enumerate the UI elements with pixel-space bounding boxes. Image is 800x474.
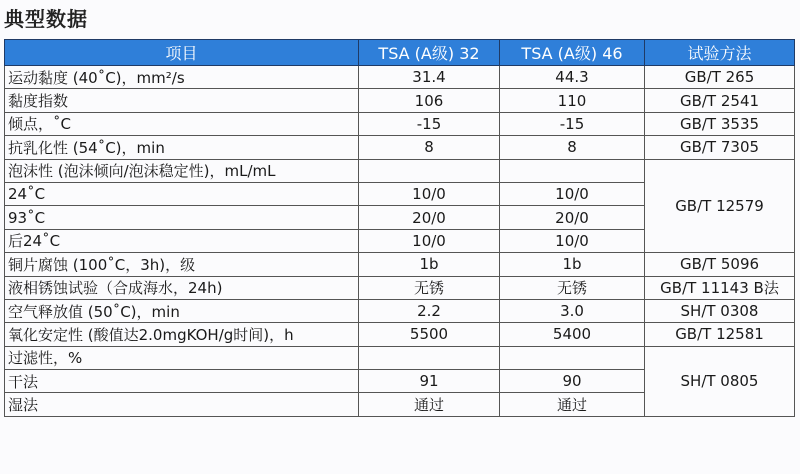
tsa32-value: 1b (359, 253, 500, 276)
item-cell: 干法 (5, 370, 359, 393)
method-cell: GB/T 7305 (645, 136, 795, 159)
tsa32-value: 8 (359, 136, 500, 159)
item-cell: 黏度指数 (5, 89, 359, 112)
tsa32-value: 31.4 (359, 66, 500, 89)
method-cell: GB/T 3535 (645, 112, 795, 135)
tsa46-value: 3.0 (500, 299, 645, 322)
tsa32-value: 91 (359, 370, 500, 393)
tsa46-value: 5400 (500, 323, 645, 346)
item-cell: 氧化安定性 (酸值达2.0mgKOH/g时间)，h (5, 323, 359, 346)
method-cell: GB/T 12581 (645, 323, 795, 346)
table-row (5, 66, 795, 89)
tsa46-value: 通过 (500, 393, 645, 416)
tsa46-value: 20/0 (500, 206, 645, 229)
tsa46-value: -15 (500, 112, 645, 135)
table-row (5, 89, 795, 112)
item-cell: 运动黏度 (40˚C)，mm²/s (5, 66, 359, 89)
tsa46-value (500, 159, 645, 182)
header-test-method: 试验方法 (645, 40, 795, 66)
item-cell: 铜片腐蚀 (100˚C，3h)，级 (5, 253, 359, 276)
method-cell: GB/T 11143 B法 (645, 276, 795, 299)
item-cell: 后24˚C (5, 229, 359, 252)
item-cell: 93˚C (5, 206, 359, 229)
item-cell: 倾点，˚C (5, 112, 359, 135)
table-row (5, 323, 795, 346)
tsa32-value (359, 159, 500, 182)
tsa32-value: -15 (359, 112, 500, 135)
tsa46-value: 10/0 (500, 182, 645, 205)
header-tsa32: TSA (A级) 32 (359, 40, 500, 66)
table-row (5, 299, 795, 322)
tsa46-value: 1b (500, 253, 645, 276)
method-cell: GB/T 5096 (645, 253, 795, 276)
typical-data-table (4, 39, 795, 417)
table-row (5, 136, 795, 159)
item-cell: 空气释放值 (50˚C)，min (5, 299, 359, 322)
tsa32-value: 10/0 (359, 182, 500, 205)
tsa32-value: 5500 (359, 323, 500, 346)
tsa46-value: 110 (500, 89, 645, 112)
method-cell-filterability: SH/T 0805 (645, 346, 795, 416)
table-row (5, 276, 795, 299)
tsa32-value: 通过 (359, 393, 500, 416)
tsa46-value: 8 (500, 136, 645, 159)
item-cell: 抗乳化性 (54˚C)，min (5, 136, 359, 159)
header-item: 项目 (5, 40, 359, 66)
item-cell: 24˚C (5, 182, 359, 205)
tsa32-value: 2.2 (359, 299, 500, 322)
table-row (5, 346, 795, 369)
tsa46-value: 10/0 (500, 229, 645, 252)
tsa32-value: 106 (359, 89, 500, 112)
table-row (5, 112, 795, 135)
tsa46-value: 无锈 (500, 276, 645, 299)
item-cell: 湿法 (5, 393, 359, 416)
tsa32-value: 10/0 (359, 229, 500, 252)
item-cell: 泡沫性 (泡沫倾向/泡沫稳定性)，mL/mL (5, 159, 359, 182)
header-tsa46: TSA (A级) 46 (500, 40, 645, 66)
table-header-row (5, 40, 795, 66)
method-cell-foam: GB/T 12579 (645, 159, 795, 253)
tsa46-value (500, 346, 645, 369)
tsa46-value: 90 (500, 370, 645, 393)
tsa32-value: 无锈 (359, 276, 500, 299)
method-cell: GB/T 265 (645, 66, 795, 89)
page-title: 典型数据 (4, 7, 88, 31)
tsa32-value: 20/0 (359, 206, 500, 229)
method-cell: SH/T 0308 (645, 299, 795, 322)
method-cell: GB/T 2541 (645, 89, 795, 112)
item-cell: 液相锈蚀试验（合成海水，24h) (5, 276, 359, 299)
table-row (5, 253, 795, 276)
item-cell: 过滤性，% (5, 346, 359, 369)
tsa46-value: 44.3 (500, 66, 645, 89)
tsa32-value (359, 346, 500, 369)
table-row (5, 159, 795, 182)
